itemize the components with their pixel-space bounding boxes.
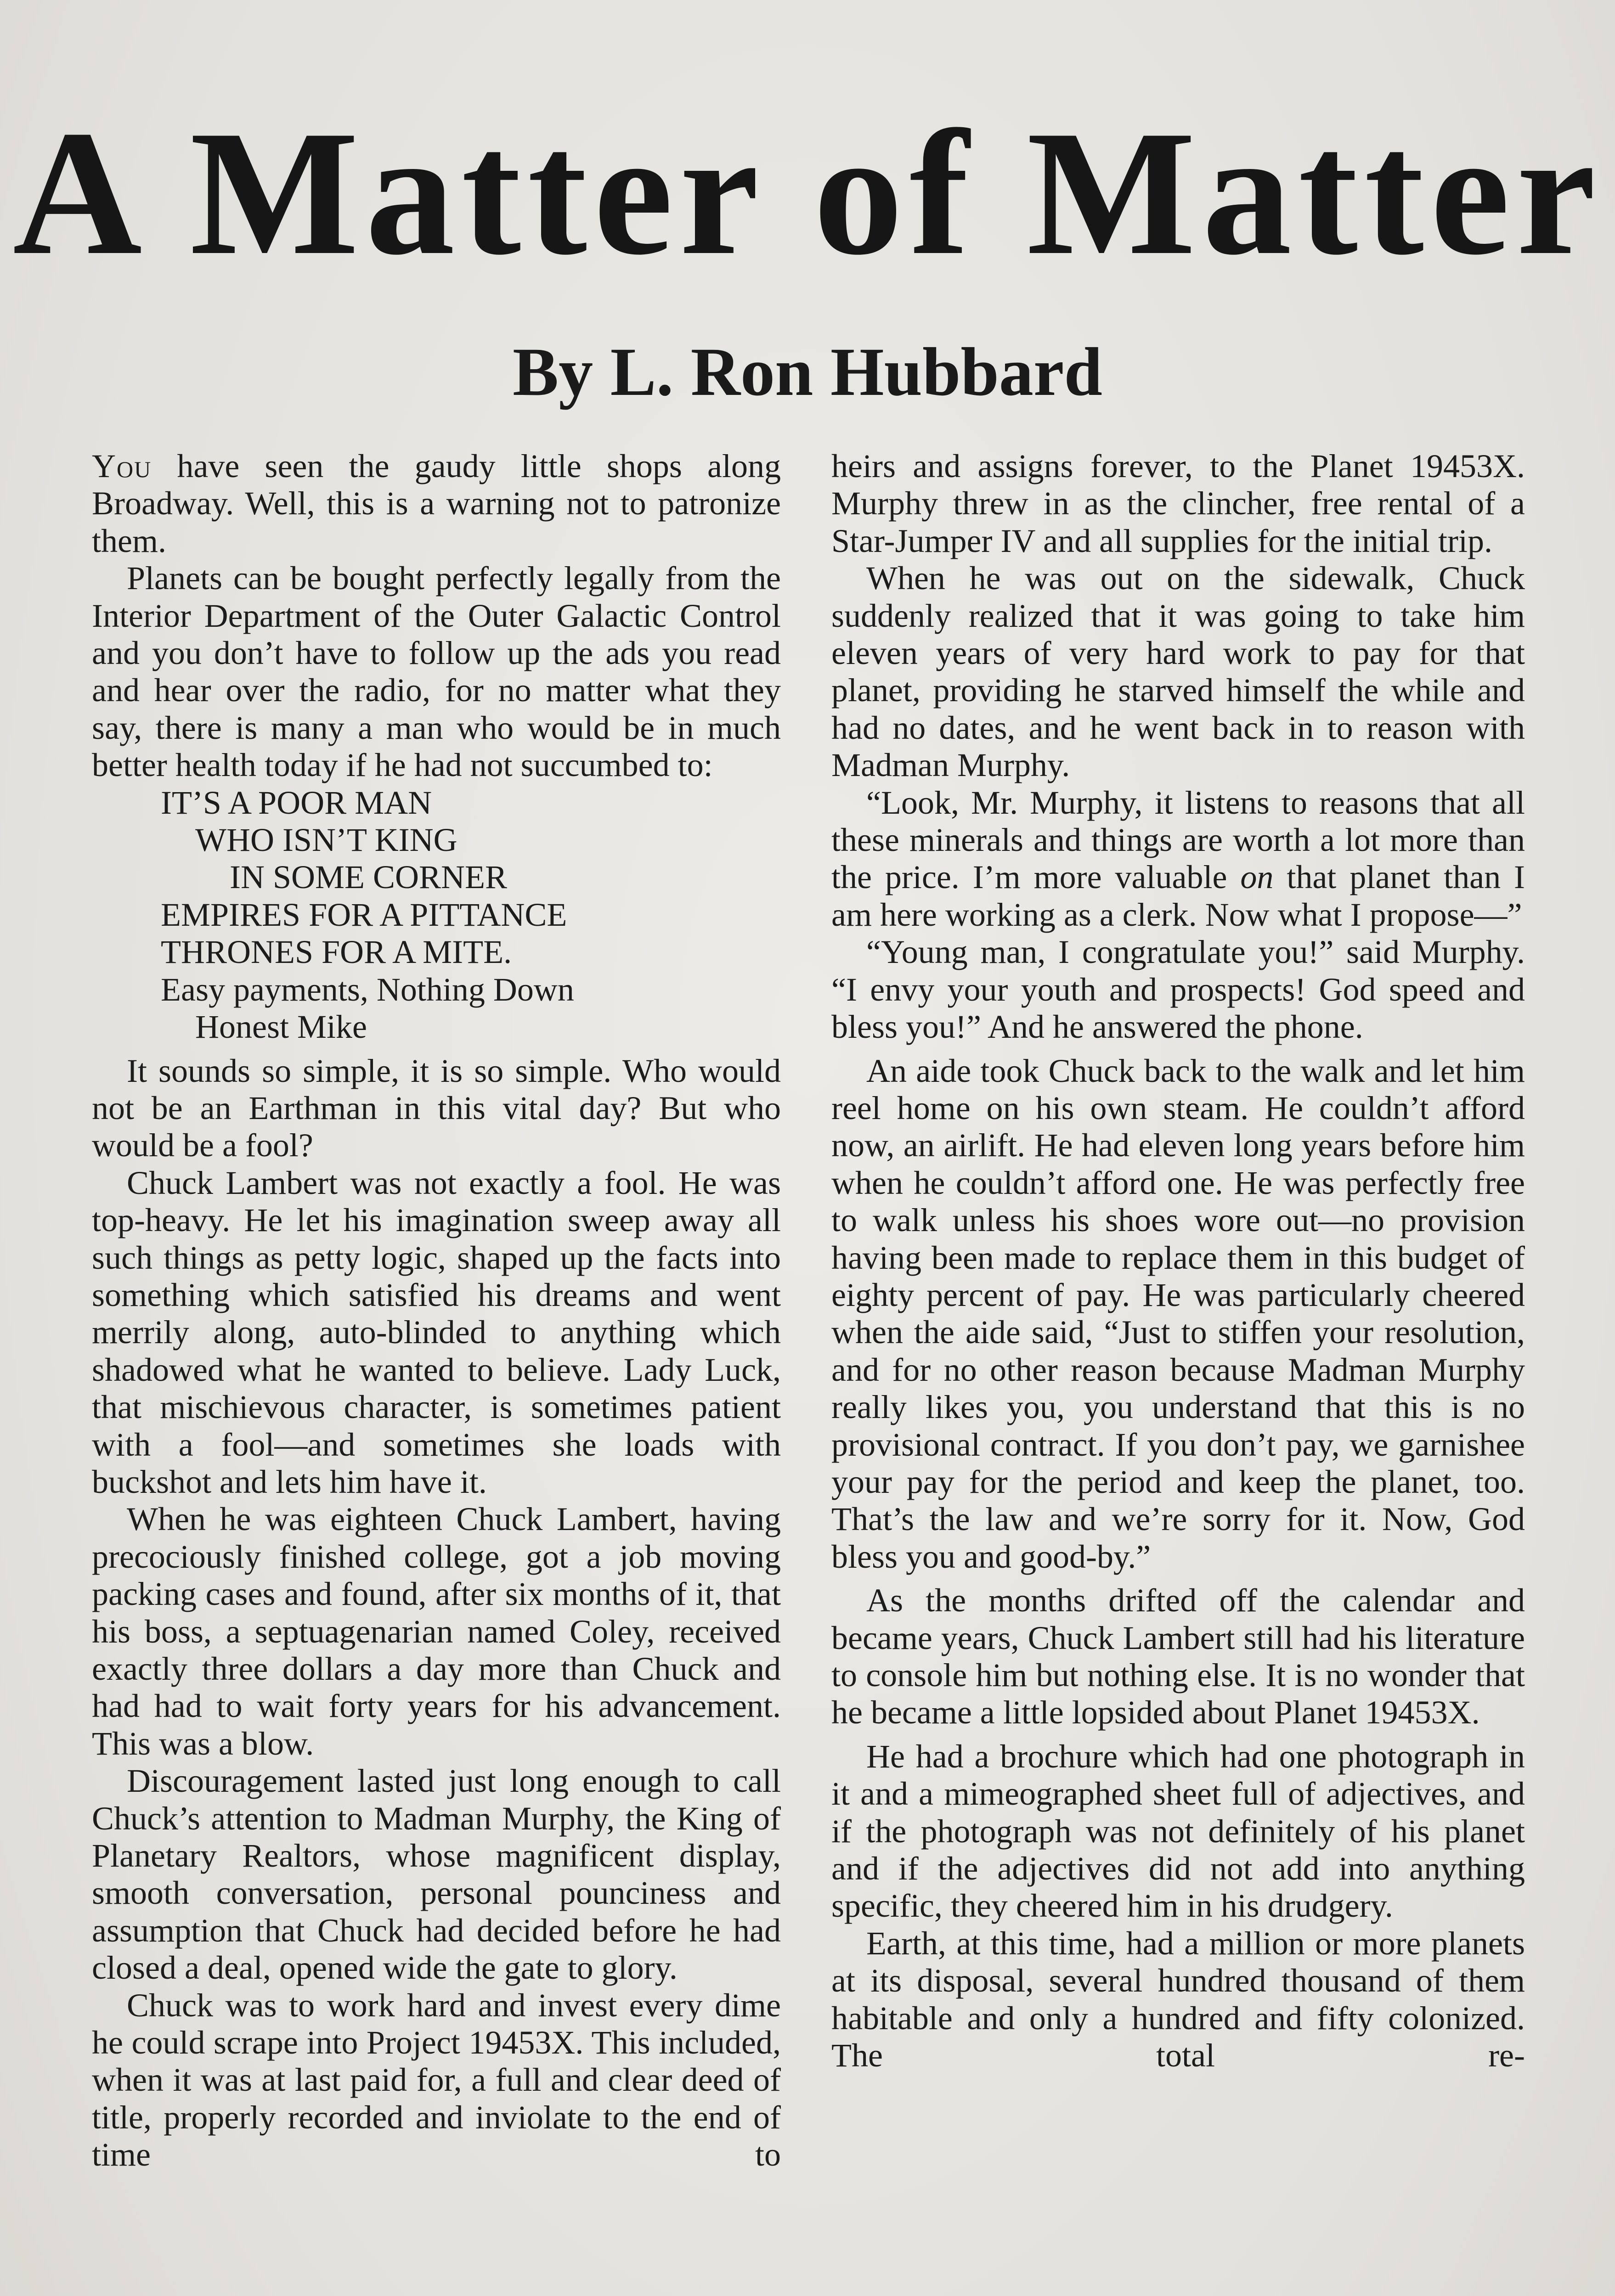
paragraph-text: have seen the gaudy little shops along Broadway. Well, this is a warning not to patronize them. [92,448,781,559]
paragraph: As the months drifted off the calendar and became years, Chuck Lambert still had his literature to console him but nothing else. It is no wonder that he became a little lopsided about Planet 19453X. [831,1582,1525,1731]
story-title: A Matter of Matter [12,94,1603,292]
paragraph [831,784,1525,934]
paragraph: An aide took Chuck back to the walk and let him reel home on his own steam. He couldn’t afford now, an airlift. He had eleven long years before him when he couldn’t afford one. He was perfectly free to walk unless his shoes wore out—no provision having been made to replace them in this budget of eighty percent of pay. He was particularly cheered when the aide said, “Just to stiffen your resolution, and for no other reason because Madman Murphy really likes you, you understand that this is no provisional contract. If you don’t pay, we garnishee your pay for the period and keep the planet, too. That’s the law and we’re sorry for it. Now, God bless you and good-by.” [831,1052,1525,1575]
emphasis: on [1240,859,1274,896]
paragraph: Earth, at this time, had a million or more planets at its disposal, several hundred thousand of them habitable and only a hundred and fifty colonized. The total re- [831,1925,1525,2074]
author-byline: By L. Ron Hubbard [513,334,1102,410]
paragraph: Discouragement lasted just long enough to call Chuck’s attention to Madman Murphy, the King of Planetary Realtors, whose magnificent display, smooth conversation, personal pounciness and assumption that Chuck had decided before he had closed a deal, opened wide the gate to glory. [92,1762,781,1986]
left-column [92,448,781,2174]
paragraph: When he was out on the sidewalk, Chuck suddenly realized that it was going to take him eleven years of very hard work to pay for that planet, providing he starved himself the while and had no dates, and he went back in to reason with Madman Murphy. [831,560,1525,784]
paragraph-text: “Look, Mr. Murphy, it listens to reasons that all these minerals and things are worth a lot more than the price. I’m more valuable [831,784,1525,896]
paragraph: Planets can be bought perfectly legally from the Interior Department of the Outer Galactic Control and you don’t have to follow up the ads you read and hear over the radio, for no matter what they say, there is many a man who would be in much better health today if he had not succumbed to: [92,560,781,784]
ad-line: Honest Mike [195,1008,367,1046]
ad-line: Easy payments, Nothing Down [161,971,574,1008]
ad-line: IN SOME CORNER [230,859,508,896]
advertisement-slogan [92,784,781,1046]
paragraph: “Young man, I congratulate you!” said Murphy. “I envy your youth and prospects! God speed and bless you!” And he answered the phone. [831,934,1525,1046]
paragraph: It sounds so simple, it is so simple. Who would not be an Earthman in this vital day? But who would be a fool? [92,1052,781,1164]
paragraph: Chuck Lambert was not exactly a fool. He was top-heavy. He let his imagination sweep away all such things as petty logic, shaped up the facts into something which satisfied his dreams and went merrily along, auto-blinded to anything which shadowed what he wanted to believe. Lady Luck, that mischievous character, is sometimes patient with a fool—and sometimes she loads with buckshot and lets him have it. [92,1164,781,1500]
paragraph-text: that planet than I am here working as a clerk. Now what I propose—” [831,859,1525,933]
ad-line: THRONES FOR A MITE. [161,934,512,971]
paragraph: When he was eighteen Chuck Lambert, having precociously finished college, got a job moving packing cases and found, after six months of it, that his boss, a septuagenarian named Coley, received exactly three dollars a day more than Chuck and had had to wait forty years for his advancement. This was a blow. [92,1501,781,1762]
drop-word: You [92,448,152,484]
paragraph: Chuck was to work hard and invest every dime he could scrape into Project 19453X. This included, when it was at last paid for, a full and clear deed of title, properly recorded and inviolate to the end of time to [92,1986,781,2173]
ad-line: IT’S A POOR MAN [161,784,432,821]
ad-line: WHO ISN’T KING [195,822,457,859]
paragraph: heirs and assigns forever, to the Planet 19453X. Murphy threw in as the clincher, free rental of a Star-Jumper IV and all supplies for the initial trip. [831,448,1525,559]
paragraph: He had a brochure which had one photograph in it and a mimeographed sheet full of adjectives, and if the photograph was not definitely of his planet and if the adjectives did not add into anything specific, they cheered him in his drudgery. [831,1738,1525,1925]
right-column [831,448,1525,2074]
ad-line: EMPIRES FOR A PITTANCE [161,896,567,933]
paragraph [92,448,781,560]
